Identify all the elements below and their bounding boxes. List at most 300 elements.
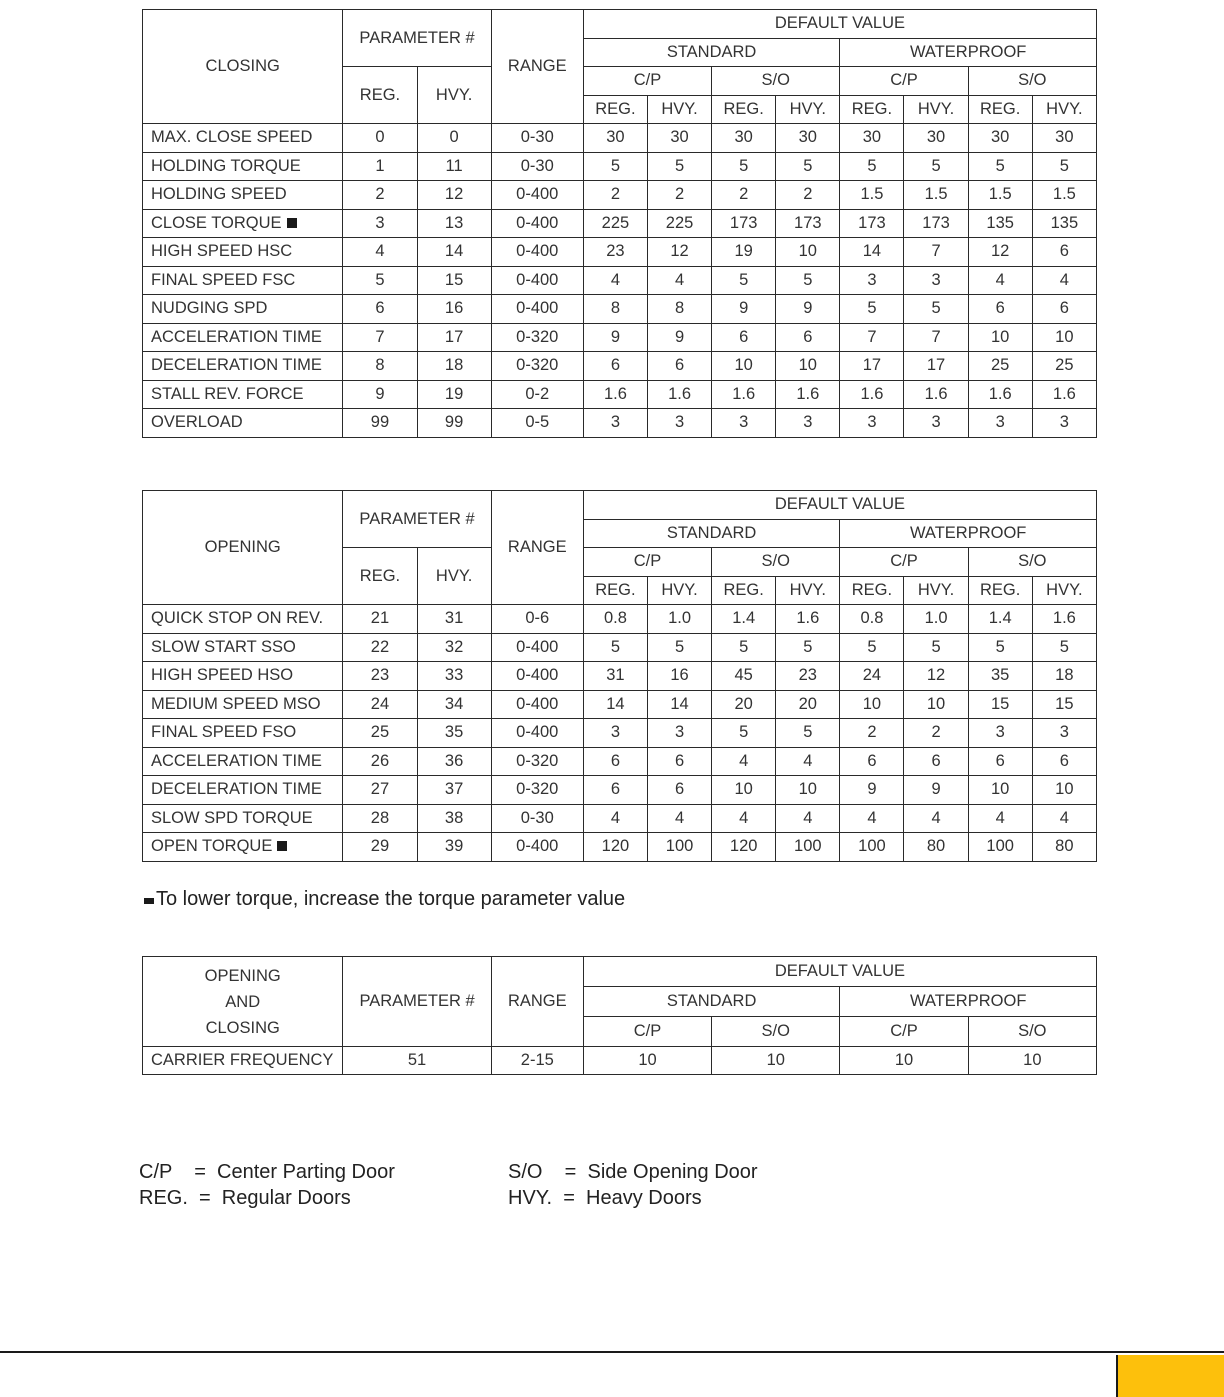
default-value: 4 xyxy=(712,747,776,776)
default-value: 17 xyxy=(904,352,968,381)
default-value: 4 xyxy=(1032,266,1096,295)
row-name xyxy=(143,238,343,267)
footnote-text: To lower torque, increase the torque parameter value xyxy=(156,888,626,910)
so-header: S/O xyxy=(712,548,840,577)
row-name xyxy=(143,409,343,438)
default-value: 4 xyxy=(776,804,840,833)
default-value: 18 xyxy=(1032,662,1096,691)
default-value: 3 xyxy=(647,719,711,748)
default-value: 225 xyxy=(583,209,647,238)
param-hvy: 16 xyxy=(417,295,491,324)
default-value: 3 xyxy=(968,409,1032,438)
row-name-text: CLOSE TORQUE xyxy=(151,213,282,232)
black-square-icon xyxy=(144,898,154,904)
param-reg: 99 xyxy=(343,409,417,438)
row-name xyxy=(143,380,343,409)
default-value: 5 xyxy=(583,152,647,181)
default-value: 30 xyxy=(712,124,776,153)
row-name-text: HOLDING TORQUE xyxy=(151,156,301,175)
row-name-text: QUICK STOP ON REV. xyxy=(151,609,324,628)
row-name-text: HIGH SPEED HSC xyxy=(151,242,293,261)
param-reg: 5 xyxy=(343,266,417,295)
reg-subheader: REG. xyxy=(583,576,647,605)
range-value: 0-320 xyxy=(491,747,583,776)
waterproof-header: WATERPROOF xyxy=(840,987,1097,1017)
table-row xyxy=(143,833,1097,862)
default-value: 7 xyxy=(840,323,904,352)
default-value: 10 xyxy=(712,352,776,381)
hvy-header: HVY. xyxy=(417,67,491,124)
hvy-subheader: HVY. xyxy=(904,576,968,605)
default-value: 4 xyxy=(840,804,904,833)
parameter-header: PARAMETER # xyxy=(343,957,491,1047)
default-value: 1.6 xyxy=(712,380,776,409)
default-value: 8 xyxy=(583,295,647,324)
default-value: 3 xyxy=(583,409,647,438)
default-value: 3 xyxy=(647,409,711,438)
default-value: 0.8 xyxy=(840,605,904,634)
row-name-text: ACCELERATION TIME xyxy=(151,751,322,770)
param-hvy: 18 xyxy=(417,352,491,381)
default-value: 6 xyxy=(968,747,1032,776)
table-row xyxy=(143,719,1097,748)
param-hvy: 36 xyxy=(417,747,491,776)
range-value: 0-400 xyxy=(491,181,583,210)
default-value: 7 xyxy=(904,238,968,267)
default-value: 1.6 xyxy=(647,380,711,409)
default-value: 7 xyxy=(904,323,968,352)
row-name xyxy=(143,323,343,352)
param-hvy: 19 xyxy=(417,380,491,409)
default-value: 9 xyxy=(647,323,711,352)
table-row xyxy=(143,352,1097,381)
so-header: S/O xyxy=(968,67,1096,96)
table-row xyxy=(143,209,1097,238)
hvy-subheader: HVY. xyxy=(776,95,840,124)
default-value: 135 xyxy=(1032,209,1096,238)
default-value: 0.8 xyxy=(583,605,647,634)
opening-and-closing-title xyxy=(143,957,343,1047)
closing-parameters-table xyxy=(142,9,1097,438)
row-name-text: MAX. CLOSE SPEED xyxy=(151,128,313,147)
param-reg: 9 xyxy=(343,380,417,409)
default-value: 5 xyxy=(968,152,1032,181)
default-value: 3 xyxy=(904,409,968,438)
default-value: 10 xyxy=(712,776,776,805)
default-value: 3 xyxy=(1032,719,1096,748)
default-value: 30 xyxy=(583,124,647,153)
param-reg: 7 xyxy=(343,323,417,352)
default-value: 6 xyxy=(904,747,968,776)
default-value: 5 xyxy=(712,633,776,662)
range-header: RANGE xyxy=(491,10,583,124)
default-value: 5 xyxy=(1032,152,1096,181)
default-value: 10 xyxy=(840,690,904,719)
row-name xyxy=(143,633,343,662)
param-hvy: 32 xyxy=(417,633,491,662)
param-hvy: 37 xyxy=(417,776,491,805)
opening-parameters-table xyxy=(142,490,1097,862)
reg-subheader: REG. xyxy=(712,95,776,124)
reg-subheader: REG. xyxy=(840,95,904,124)
default-value: 6 xyxy=(712,323,776,352)
table-row xyxy=(143,380,1097,409)
hvy-subheader: HVY. xyxy=(904,95,968,124)
default-value: 5 xyxy=(776,633,840,662)
default-value: 173 xyxy=(904,209,968,238)
waterproof-header: WATERPROOF xyxy=(840,38,1097,67)
default-value: 4 xyxy=(1032,804,1096,833)
row-name-text: FINAL SPEED FSO xyxy=(151,723,297,742)
param-hvy: 13 xyxy=(417,209,491,238)
param-hvy: 15 xyxy=(417,266,491,295)
default-value: 20 xyxy=(776,690,840,719)
row-name xyxy=(143,152,343,181)
default-value: 173 xyxy=(840,209,904,238)
default-value: 10 xyxy=(776,238,840,267)
parameter-header: PARAMETER # xyxy=(343,491,491,548)
range-value: 0-30 xyxy=(491,804,583,833)
param-reg: 21 xyxy=(343,605,417,634)
default-value: 45 xyxy=(712,662,776,691)
so-header: S/O xyxy=(968,1017,1096,1047)
default-value: 2 xyxy=(712,181,776,210)
row-name xyxy=(143,719,343,748)
page-corner-tab xyxy=(1116,1355,1224,1397)
table-row xyxy=(143,633,1097,662)
default-value: 12 xyxy=(647,238,711,267)
default-value: 2 xyxy=(647,181,711,210)
cp-header: C/P xyxy=(583,548,711,577)
default-value: 5 xyxy=(776,719,840,748)
hvy-subheader: HVY. xyxy=(647,95,711,124)
default-value: 14 xyxy=(840,238,904,267)
default-value: 100 xyxy=(840,833,904,862)
range-header: RANGE xyxy=(491,957,583,1047)
table-row xyxy=(143,747,1097,776)
default-value: 14 xyxy=(583,690,647,719)
row-name-text: DECELERATION TIME xyxy=(151,780,322,799)
default-value: 2 xyxy=(583,181,647,210)
closing-title: CLOSING xyxy=(143,10,343,124)
default-value: 10 xyxy=(776,352,840,381)
default-value: 10 xyxy=(1032,776,1096,805)
default-value: 4 xyxy=(647,804,711,833)
default-value: 5 xyxy=(712,152,776,181)
range-value: 0-30 xyxy=(491,152,583,181)
default-value: 25 xyxy=(968,352,1032,381)
row-name-text: DECELERATION TIME xyxy=(151,356,322,375)
row-name: CARRIER FREQUENCY xyxy=(143,1047,343,1075)
carrier-frequency-table xyxy=(142,956,1097,1075)
reg-subheader: REG. xyxy=(840,576,904,605)
default-value: 1.5 xyxy=(840,181,904,210)
default-value: 1.6 xyxy=(904,380,968,409)
range-value: 0-5 xyxy=(491,409,583,438)
title-line-1: OPENING xyxy=(204,966,281,985)
default-value: 80 xyxy=(1032,833,1096,862)
default-value: 1.6 xyxy=(840,380,904,409)
title-line-2: AND xyxy=(225,992,261,1011)
default-value: 100 xyxy=(968,833,1032,862)
default-value: 6 xyxy=(583,776,647,805)
row-name-text: STALL REV. FORCE xyxy=(151,384,304,403)
default-value: 10 xyxy=(840,1047,968,1075)
default-value: 1.6 xyxy=(1032,605,1096,634)
row-name-text: HOLDING SPEED xyxy=(151,185,287,204)
default-value: 4 xyxy=(583,266,647,295)
table-row xyxy=(143,662,1097,691)
param-reg: 8 xyxy=(343,352,417,381)
table-row xyxy=(143,181,1097,210)
param-reg: 26 xyxy=(343,747,417,776)
default-value: 10 xyxy=(712,1047,840,1075)
range-value: 0-400 xyxy=(491,295,583,324)
range-value: 0-400 xyxy=(491,690,583,719)
range-value: 0-2 xyxy=(491,380,583,409)
default-value: 30 xyxy=(647,124,711,153)
default-value: 225 xyxy=(647,209,711,238)
param-reg: 2 xyxy=(343,181,417,210)
row-name xyxy=(143,776,343,805)
range-value: 0-400 xyxy=(491,662,583,691)
cp-header: C/P xyxy=(840,67,968,96)
default-value: 120 xyxy=(583,833,647,862)
cp-header: C/P xyxy=(583,67,711,96)
default-value: 1.6 xyxy=(1032,380,1096,409)
reg-subheader: REG. xyxy=(583,95,647,124)
black-square-icon xyxy=(287,218,297,228)
param-hvy: 39 xyxy=(417,833,491,862)
default-value: 19 xyxy=(712,238,776,267)
default-value: 35 xyxy=(968,662,1032,691)
param-hvy: 14 xyxy=(417,238,491,267)
param-reg: 27 xyxy=(343,776,417,805)
row-name-text: FINAL SPEED FSC xyxy=(151,270,296,289)
torque-footnote xyxy=(144,888,625,911)
default-value: 6 xyxy=(583,352,647,381)
default-value: 4 xyxy=(776,747,840,776)
row-name xyxy=(143,352,343,381)
row-name xyxy=(143,605,343,634)
default-value: 6 xyxy=(840,747,904,776)
default-value: 6 xyxy=(647,352,711,381)
row-name xyxy=(143,747,343,776)
param-reg: 0 xyxy=(343,124,417,153)
table-row xyxy=(143,776,1097,805)
default-value: 5 xyxy=(904,633,968,662)
default-value: 31 xyxy=(583,662,647,691)
default-value: 173 xyxy=(712,209,776,238)
default-value: 6 xyxy=(1032,295,1096,324)
row-name xyxy=(143,124,343,153)
black-square-icon xyxy=(277,841,287,851)
default-value: 1.0 xyxy=(647,605,711,634)
param-reg: 28 xyxy=(343,804,417,833)
row-name xyxy=(143,209,343,238)
row-name-text: SLOW SPD TORQUE xyxy=(151,808,313,827)
default-value: 4 xyxy=(904,804,968,833)
param-hvy: 12 xyxy=(417,181,491,210)
row-name-text: OPEN TORQUE xyxy=(151,837,273,856)
legend-reg: REG. = Regular Doors xyxy=(139,1187,351,1209)
table-row xyxy=(143,124,1097,153)
default-value: 100 xyxy=(776,833,840,862)
default-value: 3 xyxy=(1032,409,1096,438)
table-row xyxy=(143,690,1097,719)
range-value: 0-320 xyxy=(491,323,583,352)
range-value: 0-320 xyxy=(491,352,583,381)
param-reg: 24 xyxy=(343,690,417,719)
range-value: 0-400 xyxy=(491,238,583,267)
default-value: 23 xyxy=(583,238,647,267)
default-value: 3 xyxy=(712,409,776,438)
reg-subheader: REG. xyxy=(968,95,1032,124)
reg-subheader: REG. xyxy=(968,576,1032,605)
param-hvy: 11 xyxy=(417,152,491,181)
title-line-3: CLOSING xyxy=(205,1018,280,1037)
standard-header: STANDARD xyxy=(583,38,840,67)
range-value: 0-400 xyxy=(491,266,583,295)
default-value: 5 xyxy=(904,295,968,324)
param-reg: 25 xyxy=(343,719,417,748)
default-value: 5 xyxy=(1032,633,1096,662)
standard-header: STANDARD xyxy=(583,987,840,1017)
default-value: 80 xyxy=(904,833,968,862)
default-value: 5 xyxy=(776,266,840,295)
table-row xyxy=(143,323,1097,352)
range-header: RANGE xyxy=(491,491,583,605)
table-row xyxy=(143,804,1097,833)
table-row xyxy=(143,266,1097,295)
default-value: 9 xyxy=(712,295,776,324)
param-hvy: 99 xyxy=(417,409,491,438)
reg-subheader: REG. xyxy=(712,576,776,605)
hvy-subheader: HVY. xyxy=(1032,95,1096,124)
table-row xyxy=(143,238,1097,267)
table-row xyxy=(143,1047,1097,1075)
default-value: 30 xyxy=(840,124,904,153)
parameter-header: PARAMETER # xyxy=(343,10,491,67)
default-value: 17 xyxy=(840,352,904,381)
default-value: 5 xyxy=(647,152,711,181)
default-value: 4 xyxy=(712,804,776,833)
row-name-text: HIGH SPEED HSO xyxy=(151,666,294,685)
default-value: 10 xyxy=(968,323,1032,352)
default-value: 1.6 xyxy=(776,605,840,634)
default-value: 10 xyxy=(776,776,840,805)
default-value: 6 xyxy=(1032,747,1096,776)
default-value-header: DEFAULT VALUE xyxy=(583,10,1096,39)
row-name xyxy=(143,295,343,324)
default-value: 4 xyxy=(968,266,1032,295)
param-hvy: 31 xyxy=(417,605,491,634)
row-name xyxy=(143,804,343,833)
default-value: 9 xyxy=(583,323,647,352)
default-value: 3 xyxy=(776,409,840,438)
legend-cp: C/P = Center Parting Door xyxy=(139,1161,395,1183)
default-value: 3 xyxy=(968,719,1032,748)
hvy-subheader: HVY. xyxy=(776,576,840,605)
default-value: 4 xyxy=(968,804,1032,833)
default-value: 5 xyxy=(583,633,647,662)
standard-header: STANDARD xyxy=(583,519,840,548)
default-value: 10 xyxy=(968,1047,1096,1075)
default-value: 5 xyxy=(712,266,776,295)
so-header: S/O xyxy=(712,1017,840,1047)
default-value: 100 xyxy=(647,833,711,862)
default-value: 5 xyxy=(840,295,904,324)
default-value: 4 xyxy=(583,804,647,833)
row-name-text: MEDIUM SPEED MSO xyxy=(151,694,321,713)
hvy-header: HVY. xyxy=(417,548,491,605)
default-value: 5 xyxy=(840,152,904,181)
default-value: 10 xyxy=(904,690,968,719)
default-value: 8 xyxy=(647,295,711,324)
legend-hvy: HVY. = Heavy Doors xyxy=(508,1187,702,1209)
row-name-text: ACCELERATION TIME xyxy=(151,327,322,346)
default-value: 25 xyxy=(1032,352,1096,381)
row-name xyxy=(143,266,343,295)
param-hvy: 17 xyxy=(417,323,491,352)
table-row xyxy=(143,295,1097,324)
row-name-text: OVERLOAD xyxy=(151,413,243,432)
range-value: 0-320 xyxy=(491,776,583,805)
param-hvy: 38 xyxy=(417,804,491,833)
reg-header: REG. xyxy=(343,548,417,605)
param-hvy: 0 xyxy=(417,124,491,153)
default-value: 1.4 xyxy=(968,605,1032,634)
default-value: 9 xyxy=(904,776,968,805)
default-value: 20 xyxy=(712,690,776,719)
range-value: 0-400 xyxy=(491,633,583,662)
table-row xyxy=(143,605,1097,634)
default-value: 1.5 xyxy=(904,181,968,210)
default-value: 5 xyxy=(968,633,1032,662)
cp-header: C/P xyxy=(840,548,968,577)
param-reg: 4 xyxy=(343,238,417,267)
default-value: 6 xyxy=(647,747,711,776)
range-value: 2-15 xyxy=(491,1047,583,1075)
default-value: 2 xyxy=(840,719,904,748)
default-value: 135 xyxy=(968,209,1032,238)
default-value: 1.6 xyxy=(776,380,840,409)
default-value: 10 xyxy=(1032,323,1096,352)
default-value: 15 xyxy=(968,690,1032,719)
default-value: 24 xyxy=(840,662,904,691)
default-value: 16 xyxy=(647,662,711,691)
row-name xyxy=(143,833,343,862)
default-value: 12 xyxy=(904,662,968,691)
default-value: 6 xyxy=(1032,238,1096,267)
opening-title: OPENING xyxy=(143,491,343,605)
default-value: 120 xyxy=(712,833,776,862)
default-value: 9 xyxy=(840,776,904,805)
row-name-text: SLOW START SSO xyxy=(151,637,296,656)
default-value: 6 xyxy=(968,295,1032,324)
default-value: 10 xyxy=(583,1047,711,1075)
hvy-subheader: HVY. xyxy=(647,576,711,605)
param-reg: 22 xyxy=(343,633,417,662)
default-value: 6 xyxy=(583,747,647,776)
default-value: 6 xyxy=(776,323,840,352)
table-row xyxy=(143,152,1097,181)
default-value: 5 xyxy=(840,633,904,662)
range-value: 0-6 xyxy=(491,605,583,634)
default-value: 3 xyxy=(583,719,647,748)
default-value: 10 xyxy=(968,776,1032,805)
footer-rule xyxy=(0,1351,1224,1353)
